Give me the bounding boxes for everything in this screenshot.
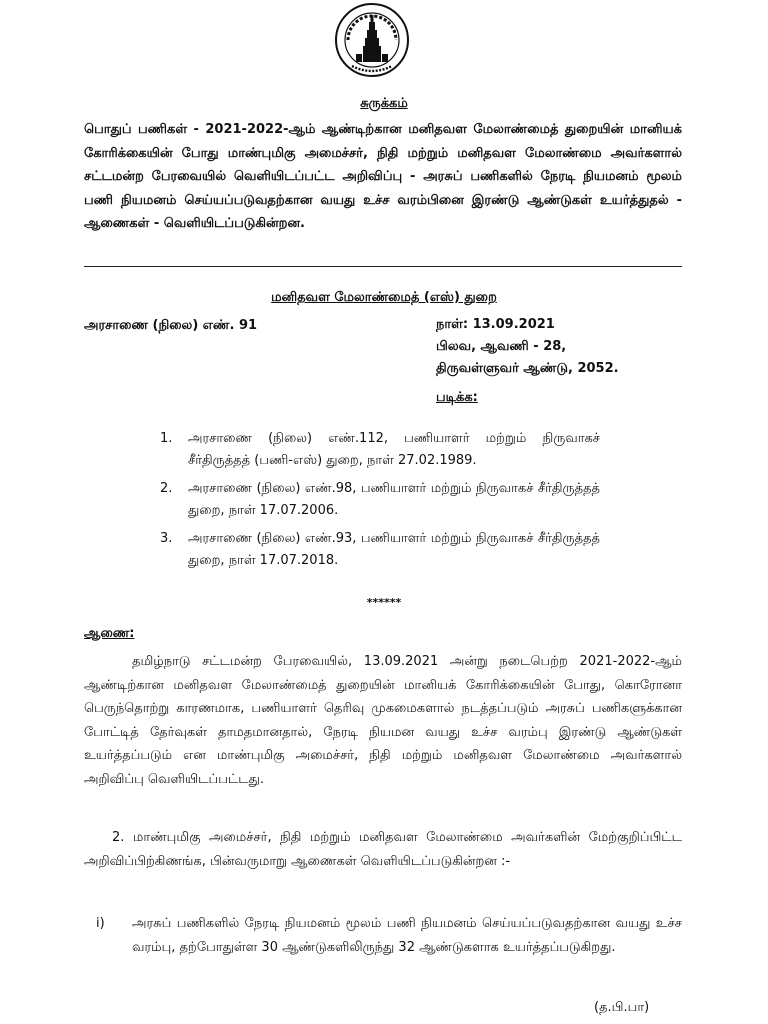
order-paragraph-1: தமிழ்நாடு சட்டமன்ற பேரவையில், 13.09.2021 அன்று நடைபெற்ற 2021-2022-ஆம் ஆண்டிற்கான மனிதவள மேலாண்மைத் துறையின் மானியக் கோரிக்கையின் போது, கொரோனா பெருந்தொற்று காரணமாக, பணியாளர் தெரிவு முகமைகளால் நடத்தப்படும் அரசுப் பணிகளுக்கான போட்டித் தேர்வுகள் தாமதமானதால், நேரடி நியமன வயது உச்ச வரம்பு இரண்டு ஆண்டுகள் உயர்த்தப்படும் என மாண்புமிகு அமைச்சர், நிதி மற்றும் மனிதவள மேலாண்மை அவர்களால் அறிவிப்பு வெளியிடப்பட்டது. <box>84 654 682 787</box>
tamil-nadu-emblem <box>334 2 410 78</box>
summary-text: பொதுப் பணிகள் - 2021-2022-ஆம் ஆண்டிற்கான மனிதவள மேலாண்மைத் துறையின் மானியக் கோரிக்கையின் போது மாண்புமிகு அமைச்சர், நிதி மற்றும் மனிதவள மேலாண்மை அவர்களால் சட்டமன்ற பேரவையில் வெளியிடப்பட்ட அறிவிப்பு - அரசுப் பணிகளில் நேரடி நியமனம் மூலம் பணி நியமனம் செய்யப்படுவதற்கான வயது உச்ச வரம்பினை இரண்டு ஆண்டுகள் உயர்த்துதல் - ஆணைகள் - வெளியிடப்படுகின்றன. <box>84 122 682 231</box>
order-item-number: i) <box>96 916 105 931</box>
reference-text: அரசாணை (நிலை) எண்.93, பணியாளர் மற்றும் நிருவாகச் சீர்திருத்தத் துறை, நாள் 17.07.2018. <box>188 531 600 568</box>
order-heading: ஆணை: <box>84 626 135 641</box>
order-item-text: அரசுப் பணிகளில் நேரடி நியமனம் மூலம் பணி நியமனம் செய்யப்படுவதற்கான வயது உச்ச வரம்பு, தற்போதுள்ள 30 ஆண்டுகளிலிருந்து 32 ஆண்டுகளாக உயர்த்தப்படுகிறது. <box>132 916 682 955</box>
summary-title: சுருக்கம் <box>360 96 408 111</box>
references-list <box>160 428 600 578</box>
order-item <box>96 912 682 959</box>
tamil-date-line: பிலவ, ஆவணி - 28, <box>436 339 567 354</box>
reference-number: 2. <box>160 481 173 496</box>
reference-item <box>160 478 600 522</box>
reference-item <box>160 428 600 472</box>
read-heading: படிக்க: <box>436 390 478 405</box>
date-line: நாள்: 13.09.2021 <box>436 317 555 332</box>
go-number: அரசாணை (நிலை) எண். 91 <box>84 318 258 333</box>
reference-text: அரசாணை (நிலை) எண்.98, பணியாளர் மற்றும் நிருவாகச் சீர்திருத்தத் துறை, நாள் 17.07.2006. <box>188 481 600 518</box>
reference-item <box>160 528 600 572</box>
reference-text: அரசாணை (நிலை) எண்.112, பணியாளர் மற்றும் நிருவாகச் சீர்திருத்தத் (பணி-எஸ்) துறை, நாள் 27.02.1989. <box>188 431 600 468</box>
thiruvalluvar-year-line: திருவள்ளுவர் ஆண்டு, 2052. <box>436 361 619 376</box>
section-divider <box>84 266 682 267</box>
reference-number: 3. <box>160 531 173 546</box>
page-turn-note: (த.பி.பா) <box>594 1000 650 1015</box>
department-name: மனிதவள மேலாண்மைத் (எஸ்) துறை <box>271 290 497 305</box>
reference-number: 1. <box>160 431 173 446</box>
separator-stars: ****** <box>366 596 402 609</box>
order-paragraph-2: 2. மாண்புமிகு அமைச்சர், நிதி மற்றும் மனிதவள மேலாண்மை அவர்களின் மேற்குறிப்பிட்ட அறிவிப்பிற்கிணங்க, பின்வருமாறு ஆணைகள் வெளியிடப்படுகின்றன :- <box>84 830 682 869</box>
date-block <box>436 314 619 380</box>
